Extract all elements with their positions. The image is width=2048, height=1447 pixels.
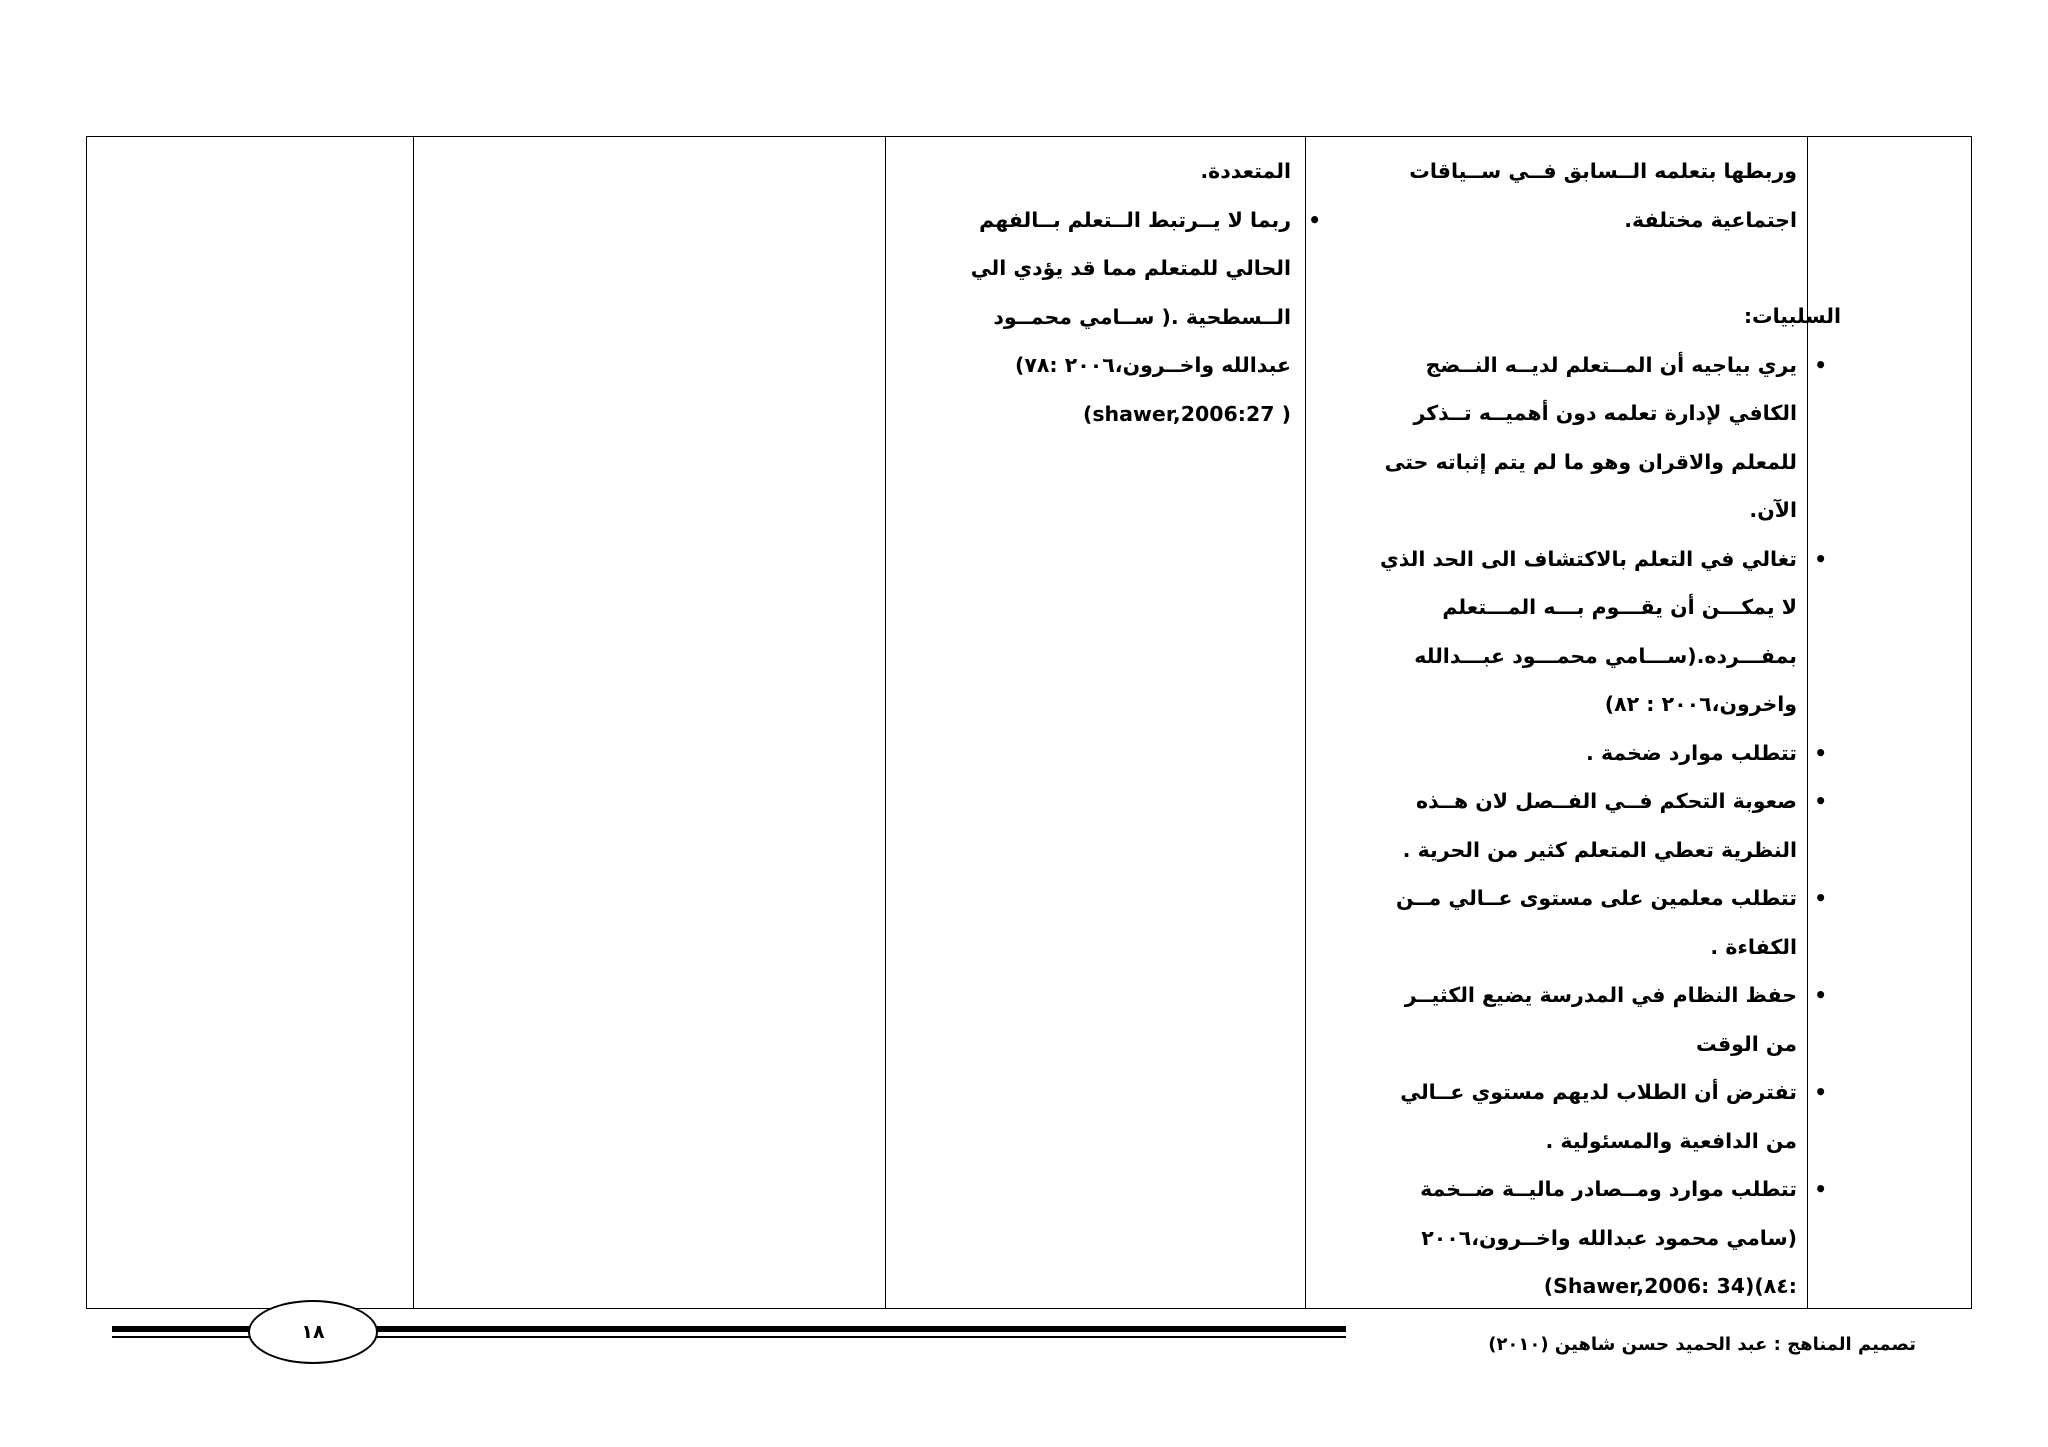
text-line: واخرون،٢٠٠٦ : ٨٢) bbox=[1604, 692, 1797, 716]
content-table bbox=[86, 136, 1972, 1309]
column-divider bbox=[413, 137, 414, 1308]
text-line: • صعوبة التحكم فــي الفــصل لان هــذه bbox=[1415, 789, 1797, 813]
text-line: وربطها بتعلمه الــسابق فــي ســياقات bbox=[1409, 159, 1797, 183]
list-item bbox=[1319, 777, 1797, 874]
table-cell-col4 bbox=[1319, 147, 1841, 1311]
text-line: اجتماعية مختلفة. bbox=[1624, 207, 1797, 232]
text-line: بمفـــرده.(ســـامي محمـــود عبـــدالله bbox=[1414, 643, 1797, 668]
text-line: الــسطحية .( ســامي محمــود bbox=[993, 304, 1291, 329]
col3-bullet-list bbox=[899, 196, 1291, 439]
disadvantages-heading: السلبيات: bbox=[1743, 304, 1841, 328]
text-line: • تغالي في التعلم بالاكتشاف الى الحد الذي bbox=[1380, 546, 1797, 571]
list-item bbox=[1319, 1068, 1797, 1165]
text-line: (سامي محمود عبدالله واخــرون،٢٠٠٦ bbox=[1421, 1225, 1797, 1250]
page-number: ١٨ bbox=[301, 1321, 325, 1343]
text-line: • تتطلب موارد ومــصادر ماليــة ضــخمة bbox=[1420, 1177, 1797, 1201]
text-line: النظرية تعطي المتعلم كثير من الحرية . bbox=[1402, 837, 1797, 862]
page-number-oval bbox=[248, 1300, 378, 1364]
list-item bbox=[1319, 341, 1797, 535]
text-line: من الوقت bbox=[1696, 1031, 1797, 1056]
list-item bbox=[1319, 1165, 1797, 1311]
text-line: المتعددة. bbox=[1200, 159, 1291, 183]
text-line: للمعلم والاقران وهو ما لم يتم إثباته حتى bbox=[1384, 449, 1797, 474]
text-line: • تتطلب موارد ضخمة . bbox=[1586, 740, 1797, 765]
text-line: • ربما لا يــرتبط الــتعلم بــالفهم bbox=[979, 207, 1291, 232]
text-line: عبدالله واخــرون،٢٠٠٦ :٧٨) bbox=[1014, 353, 1291, 377]
text-line: ( shawer,2006:27) bbox=[1082, 401, 1291, 426]
text-line: • حفظ النظام في المدرسة يضيع الكثيــر bbox=[1404, 983, 1797, 1007]
table-cell-col3 bbox=[899, 147, 1291, 438]
text-line: الكافي لإدارة تعلمه دون أهميــه تــذكر bbox=[1413, 401, 1797, 425]
col4-intro-text bbox=[1319, 147, 1797, 244]
col3-text bbox=[899, 147, 1291, 196]
list-item bbox=[1319, 535, 1797, 729]
text-line: • تتطلب معلمين على مستوى عــالي مــن bbox=[1396, 886, 1797, 910]
text-line: الحالي للمتعلم مما قد يؤدي الي bbox=[970, 256, 1291, 280]
text-line: من الدافعية والمسئولية . bbox=[1545, 1128, 1797, 1153]
text-line: لا يمكـــن أن يقـــوم بـــه المـــتعلم bbox=[1442, 595, 1797, 619]
text-line: الكفاءة . bbox=[1710, 934, 1797, 959]
column-divider bbox=[1305, 137, 1306, 1308]
text-line: • تفترض أن الطلاب لديهم مستوي عــالي bbox=[1400, 1080, 1797, 1104]
list-item bbox=[1319, 971, 1797, 1068]
text-line: الآن. bbox=[1749, 498, 1797, 522]
list-item bbox=[1319, 874, 1797, 971]
disadvantages-list bbox=[1319, 341, 1797, 1311]
column-divider bbox=[885, 137, 886, 1308]
footer-citation: تصميم المناهج : عبد الحميد حسن شاهين (٢٠١٠) bbox=[1488, 1334, 1916, 1355]
text-line: :٨٤)(Shawer,2006: 34) bbox=[1543, 1274, 1797, 1298]
text-line: • يري بياجيه أن المــتعلم لديــه النــضج bbox=[1425, 352, 1797, 377]
list-item bbox=[1319, 729, 1797, 778]
list-item bbox=[899, 196, 1291, 439]
